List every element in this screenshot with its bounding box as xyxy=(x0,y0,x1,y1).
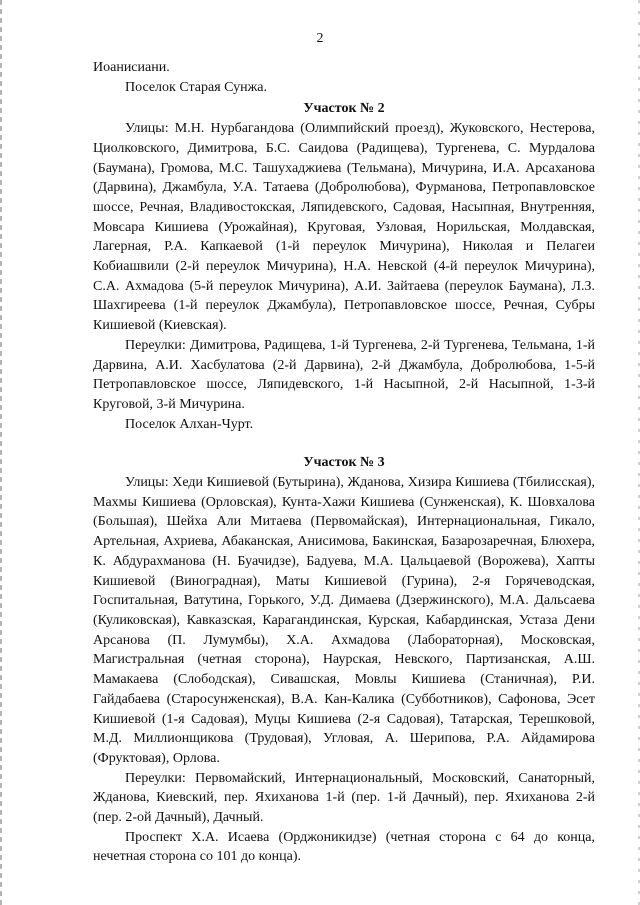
document-body xyxy=(93,58,595,867)
settlement-alkhan-churt: Поселок Алхан-Чурт. xyxy=(125,416,254,432)
paragraph-continuation: Иоанисиани. xyxy=(93,60,170,75)
section-3-lanes: Переулки: Первомайский, Интернациональный, Московский, Санаторный, Жданова, Киевский, пер. Яхиханова 1-й (пер. 1-й Дачный), пер. Яхиханова 2-й (пер. 2-ой Дачный), Дачный. xyxy=(93,770,595,826)
section-3-avenue: Проспект Х.А. Исаева (Орджоникидзе) (четная сторона с 64 до конца, нечетная сторона со 101 до конца). xyxy=(93,829,595,865)
page-number: 2 xyxy=(316,31,324,46)
settlement-old-sunzha: Поселок Старая Сунжа. xyxy=(125,79,268,95)
section-heading-2: Участок № 2 xyxy=(303,101,385,117)
section-3-streets: Улицы: Хеди Кишиевой (Бутырина), Жданова, Хизира Кишиева (Тбилисская), Махмы Кишиева (Орловская), Кунта-Хажи Кишиева (Сунженская), К. Шовхалова (Большая), Шейха Али Митаева (Первомайская), Интернациональная, Гикало, Артельная, Ахриева, Абаканская, Анисимова, Бакинская, Базарозаречная, Блюхера, К. Абдурахманова (Н. Буачидзе), Бадуева, М.А. Цальцаевой (Ворожева), Хапты Кишиевой (Виноградная), Маты Кишиевой (Гурина), 2-я Горячеводская, Госпитальная, Ватутина, Горького, У.Д. Димаева (Дзержинского), М.А. Дальсаева (Куликовская), Кавказская, Карагандинская, Курская, Кабардинская, Устаза Дени Арсанова (П. Лумумбы), Х.А. Ахмадова (Лабораторная), Московская, Магистральная (четная сторона), Наурская, Невского, Партизанская, А.Ш. Мамакаева (Слободская), Сивашская, Мовлы Кишиева (Станичная), Р.И. Гайдабаева (Старосунженская), В.А. Кан-Калика (Субботников), Сафонова, Эсет Кишиевой (1-я Садовая), Муцы Кишиева (2-я Садовая), Татарская, Терешковой, М.Д. Миллионщикова (Трудовая), Угловая, А. Шерипова, Р.А. Айдамирова (Фруктовая), Орлова. xyxy=(93,475,595,766)
section-heading-3: Участок № 3 xyxy=(303,455,385,471)
section-2-streets: Улицы: М.Н. Нурбагандова (Олимпийский проезд), Жуковского, Нестерова, Циолковского, Димитрова, Б.С. Саидова (Радищева), Тургенева, С. Мурдалова (Баумана), Громова, М.С. Ташухаджиева (Тельмана), Мичурина, И.А. Арсаханова (Дарвина), Джамбула, У.А. Татаева (Добролюбова), Фурманова, Петропавловское шоссе, Речная, Владивостокская, Ляпидевского, Садовая, Насыпная, Внутренняя, Мовсара Кишиева (Урожайная), Круговая, Узловая, Норильская, Молдавская, Лагерная, Р.А. Капкаевой (1-й переулок Мичурина), Николая и Пелагеи Кобиашвили (2-й переулок Мичурина), Н.А. Невской (4-й переулок Мичурина), С.А. Ахмадова (5-й переулок Мичурина), А.И. Зайтаева (переулок Баумана), Л.З. Шахгиреева (1-й переулок Джамбула), Петропавловское шоссе, Речная, Субры Кишиевой (Киевская). xyxy=(93,121,595,334)
scan-edge-left xyxy=(0,0,2,905)
section-2-lanes: Переулки: Димитрова, Радищева, 1-й Тургенева, 2-й Тургенева, Тельмана, 1-й Дарвина, А.И. Хасбулатова (2-й Дарвина), 2-й Джамбула, Добролюбова, 1-5-й Петропавловское шоссе, Ляпидевского, 1-й Насыпной, 2-й Насыпной, 1-3-й Круговой, 3-й Мичурина. xyxy=(93,337,595,412)
